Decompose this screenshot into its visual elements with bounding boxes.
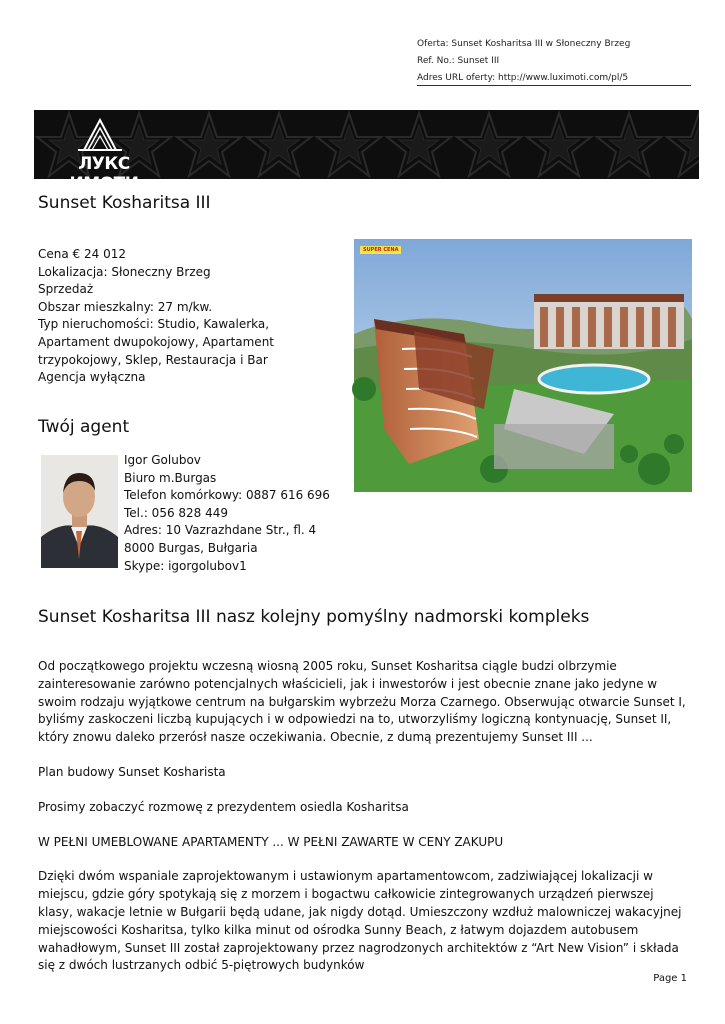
article-paragraph: Od początkowego projektu wczesną wiosną 2005 roku, Sunset Kosharitsa ciągle budzi olbrzymie zainteresowanie zarówno potencjalnych właścicieli, jak i inwestorów i jest obecnie znane jako jedyne w swoim rodzaju wyjątkowe centrum na bułgarskim wybrzeżu Morza Czarnego. Obserwując otwarcie Sunset I, byliśmy zaskoczeni liczbą kupujących i w odpowiedzi na to, utworzyliśmy logiczną kontynuację, Sunset II, który znowu daleko przerósł nasze oczekiwania. Obecnie, z dumą prezentujemy Sunset III ... (38, 659, 686, 745)
fact-exclusive: Agencja wyłączna (38, 370, 146, 385)
agent-mobile: Telefon komórkowy: 0887 616 696 (124, 488, 330, 503)
offer-meta (417, 36, 691, 87)
logo-emblem-icon (40, 116, 160, 156)
agent-skype: Skype: igorgolubov1 (124, 558, 247, 573)
offer-ref: Ref. No.: Sunset III (417, 56, 500, 66)
agent-address: Adres: 10 Vazrazhdane Str., fl. 4 (124, 523, 317, 538)
agent-portrait (41, 455, 118, 568)
construction-plan-link[interactable]: Plan budowy Sunset Kosharista (38, 764, 226, 779)
property-rendering (354, 239, 692, 492)
agent-name: Igor Golubov (124, 453, 201, 467)
super-price-badge: SUPER CENA (360, 246, 401, 254)
company-logo[interactable] (40, 116, 160, 194)
listing-title: Sunset Kosharitsa III (38, 193, 211, 213)
property-photo (354, 239, 692, 492)
interview-link[interactable]: Prosimy zobaczyć rozmowę z prezydentem osiedla Kosharitsa (38, 799, 409, 814)
fact-property-types: Typ nieruchomości: Studio, Kawalerka, Apartament dwupokojowy, Apartament trzypokojowy, Sklep, Restauracja i Bar (38, 317, 275, 367)
agent-phone: Tel.: 056 828 449 (124, 505, 229, 520)
fact-location: Lokalizacja: Słoneczny Brzeg (38, 264, 211, 279)
logo-text: ЛУКС ИМОТИ (69, 154, 139, 194)
agent-heading: Twój agent (38, 417, 130, 437)
article-callout: W PEŁNI UMEBLOWANE APARTAMENTY ... W PEŁNI ZAWARTE W CENY ZAKUPU (38, 834, 504, 849)
page-number: Page 1 (653, 973, 687, 984)
listing-facts (38, 246, 328, 387)
fact-price: Cena € 24 012 (38, 247, 126, 261)
agent-office: Biuro m.Burgas (124, 470, 217, 485)
article-body (38, 658, 688, 992)
offer-url[interactable]: Adres URL oferty: http://www.luximoti.com/pl/5 (417, 73, 629, 83)
agent-contact (124, 452, 330, 575)
offer-title: Oferta: Sunset Kosharitsa III w Słoneczny Brzeg (417, 39, 631, 49)
header-divider (417, 85, 691, 86)
agent-city: 8000 Burgas, Bułgaria (124, 540, 258, 555)
article-heading: Sunset Kosharitsa III nasz kolejny pomyślny nadmorski kompleks (38, 607, 590, 627)
brand-banner (34, 110, 699, 194)
article-paragraph: Dzięki dwóm wspaniale zaprojektowanym i ustawionym apartamentowcom, zadziwiającej lokalizacji w miejscu, gdzie góry spotykają się z morzem i bogactwu całkowicie zintegrowanych urządzeń pierwszej klasy, wakacje letnie w Bułgarii będą udane, jak nigdy dotąd. Umieszczony wzdłuż malowniczej wakacyjnej miejscowości Kosharitsa, tylko kilka minut od ośrodka Sunny Beach, z łatwym dojazdem autobusem wahadłowym, Sunset III został zaprojektowany przez nagrodzonych architektów z “Art New Vision” i składa się z dwóch lustrzanych odbić 5-piętrowych budynków (38, 869, 682, 973)
fact-area: Obszar mieszkalny: 27 m/kw. (38, 299, 213, 314)
agent-avatar (41, 455, 118, 568)
fact-deal-type: Sprzedaż (38, 282, 94, 297)
